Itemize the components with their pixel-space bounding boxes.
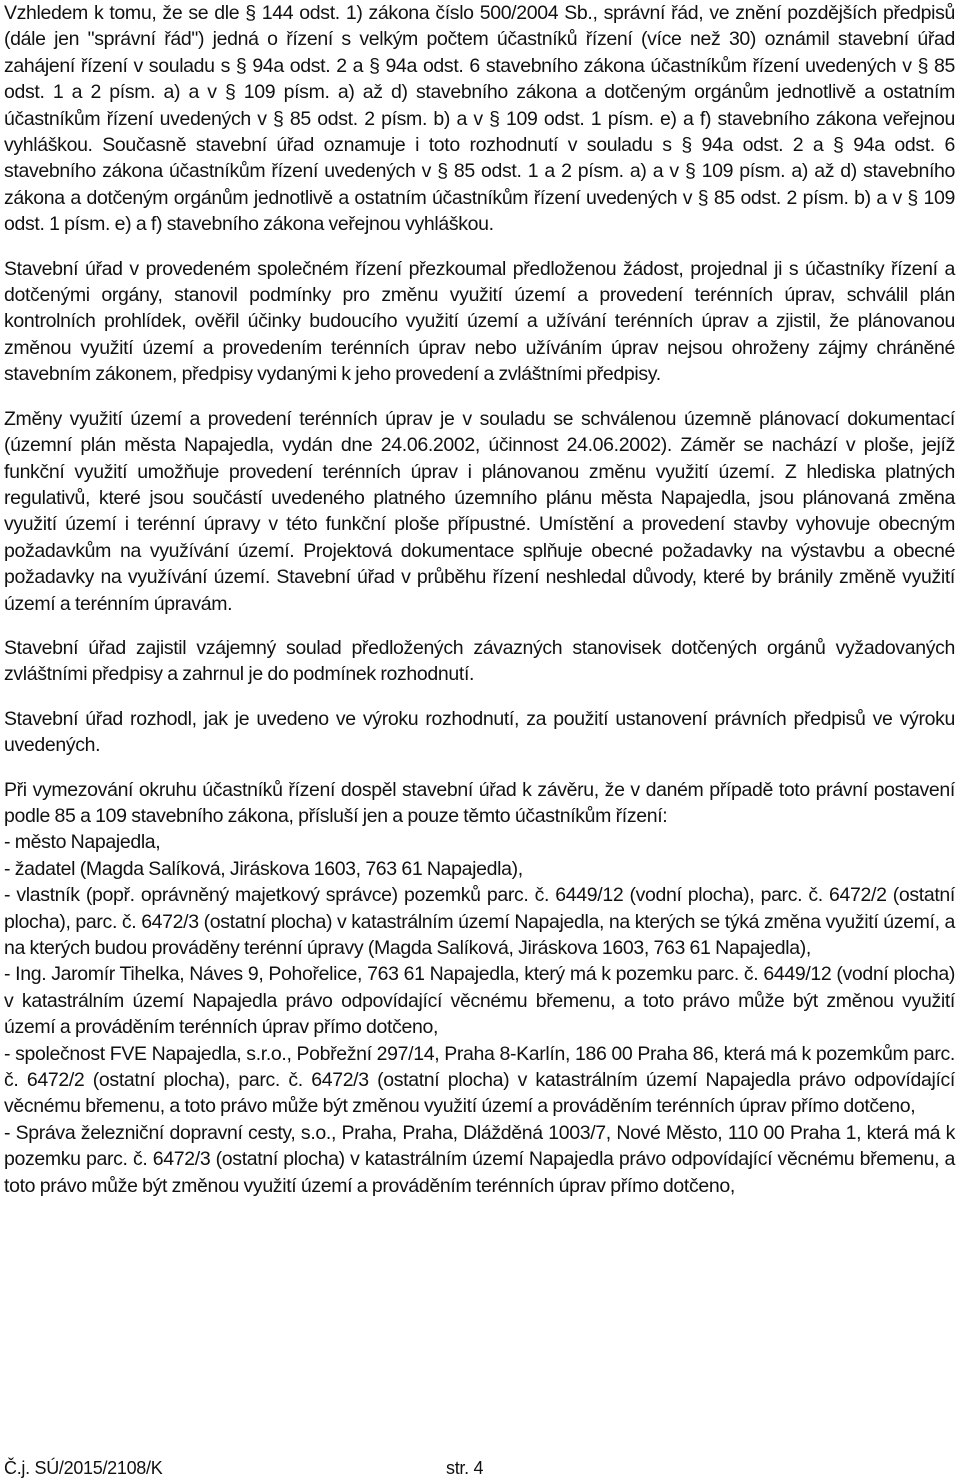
participant-item: - vlastník (popř. oprávněný majetkový správce) pozemků parc. č. 6449/12 (vodní plocha), parc. č. 6472/2 (ostatní plocha), parc. č. 6472/3 (ostatní plocha) v katastrálním území Napajedla, na kterých se týká změna využití území, a na kterých budou prováděny terénní úpravy (Magda Salíková, Jiráskova 1603, 763 61 Napajedla), bbox=[4, 884, 955, 959]
paragraph-planning: Změny využití území a provedení terénních úprav je v souladu se schválenou územně plánovací dokumentací (územní plán města Napajedla, vydán dne 24.06.2002, účinnost 24.06.2002). Záměr se nachází v ploše, jejíž funkční využití umožňuje provedení terénních úprav i plánovanou změnu využití území. Z hlediska platných regulativů, které jsou součástí uvedeného platného územního plánu města Napajedla, jsou plánovaná změna využití území i terénní úpravy v této funkční ploše přípustné. Umístění a provedení stavby vyhovuje obecným požadavkům na využívání území. Projektová dokumentace splňuje obecné požadavky na výstavbu a obecné požadavky na využívání území. Stavební úřad v průběhu řízení neshledal důvody, které by bránily změně využití území a terénním úpravám. bbox=[4, 407, 955, 615]
participant-item: - žadatel (Magda Salíková, Jiráskova 1603, 763 61 Napajedla), bbox=[4, 857, 523, 880]
document-page bbox=[4, 0, 955, 1199]
participants-section bbox=[4, 777, 955, 1200]
page-number: str. 4 bbox=[446, 1458, 484, 1478]
paragraph-notice: Vzhledem k tomu, že se dle § 144 odst. 1) zákona číslo 500/2004 Sb., správní řád, ve znění pozdějších předpisů (dále jen "správní řád") jedná o řízení s velkým počtem účastníků řízení (více než 30) oznámil stavební úřad zahájení řízení v souladu s § 94a odst. 2 a § 94a odst. 6 stavebního zákona účastníkům řízení uvedených v § 85 odst. 1 a 2 písm. a) a v § 109 písm. a) až d) stavebního zákona a dotčeným orgánům jednotlivě a ostatním účastníkům řízení uvedených v § 85 odst. 2 písm. b) a v § 109 odst. 1 písm. e) a f) stavebního zákona veřejnou vyhláškou. Současně stavební úřad oznamuje i toto rozhodnutí v souladu s § 94a odst. 2 a § 94a odst. 6 stavebního zákona účastníkům řízení uvedených v § 85 odst. 1 a 2 písm. a) a v § 109 písm. a) až d) stavebního zákona a dotčeným orgánům jednotlivě a ostatním účastníkům řízení uvedených v § 85 odst. 2 písm. b) a v § 109 odst. 1 písm. e) a f) stavebního zákona veřejnou vyhláškou. bbox=[4, 2, 955, 236]
paragraph-review: Stavební úřad v provedeném společném řízení přezkoumal předloženou žádost, projednal ji s účastníky řízení a dotčenými orgány, stanovil podmínky pro změnu využití území a provedení terénních úprav, schválil plán kontrolních prohlídek, ověřil účinky budoucího využití území a užívání terénních úprav a zjistil, že plánovanou změnou využití území a provedením terénních úprav nebo užíváním úprav nejsou ohroženy zájmy chráněné stavebním zákonem, předpisy vydanými k jeho provedení a zvláštními předpisy. bbox=[4, 257, 955, 386]
participant-item: - město Napajedla, bbox=[4, 831, 161, 854]
paragraph-coordination: Stavební úřad zajistil vzájemný soulad předložených závazných stanovisek dotčených orgánů vyžadovaných zvláštními předpisy a zahrnul je do podmínek rozhodnutí. bbox=[4, 636, 955, 686]
participant-item: - Ing. Jaromír Tihelka, Náves 9, Pohořelice, 763 61 Napajedla, který má k pozemku parc. č. 6449/12 (vodní plocha) v katastrálním území Napajedla právo odpovídající věcnému břemenu, a toto právo může být změnou využití území a prováděním terénních úprav přímo dotčeno, bbox=[4, 963, 955, 1039]
participant-item: - společnost FVE Napajedla, s.r.o., Pobřežní 297/14, Praha 8-Karlín, 186 00 Praha 86, která má k pozemkům parc. č. 6472/2 (ostatní plocha), parc. č. 6472/3 (ostatní plocha) v katastrálním území Napajedla právo odpovídající věcnému břemenu, a toto právo může být změnou využití území a prováděním terénních úprav přímo dotčeno, bbox=[4, 1042, 955, 1118]
participant-item: - Správa železniční dopravní cesty, s.o., Praha, Praha, Dlážděná 1003/7, Nové Město, 110 00 Praha 1, která má k pozemku parc. č. 6472/3 (ostatní plocha) v katastrálním území Napajedla právo odpovídající věcnému břemenu, a toto právo může být změnou využití území a prováděním terénních úprav přímo dotčeno, bbox=[4, 1121, 955, 1197]
paragraph-decision: Stavební úřad rozhodl, jak je uvedeno ve výroku rozhodnutí, za použití ustanovení právních předpisů ve výroku uvedených. bbox=[4, 707, 955, 757]
page-footer bbox=[4, 1455, 955, 1481]
participants-intro: Při vymezování okruhu účastníků řízení dospěl stavební úřad k závěru, že v daném případě toto právní postavení podle 85 a 109 stavebního zákona, přísluší jen a pouze těmto účastníkům řízení: bbox=[4, 778, 955, 827]
document-reference: Č.j. SÚ/2015/2108/K bbox=[4, 1458, 163, 1478]
